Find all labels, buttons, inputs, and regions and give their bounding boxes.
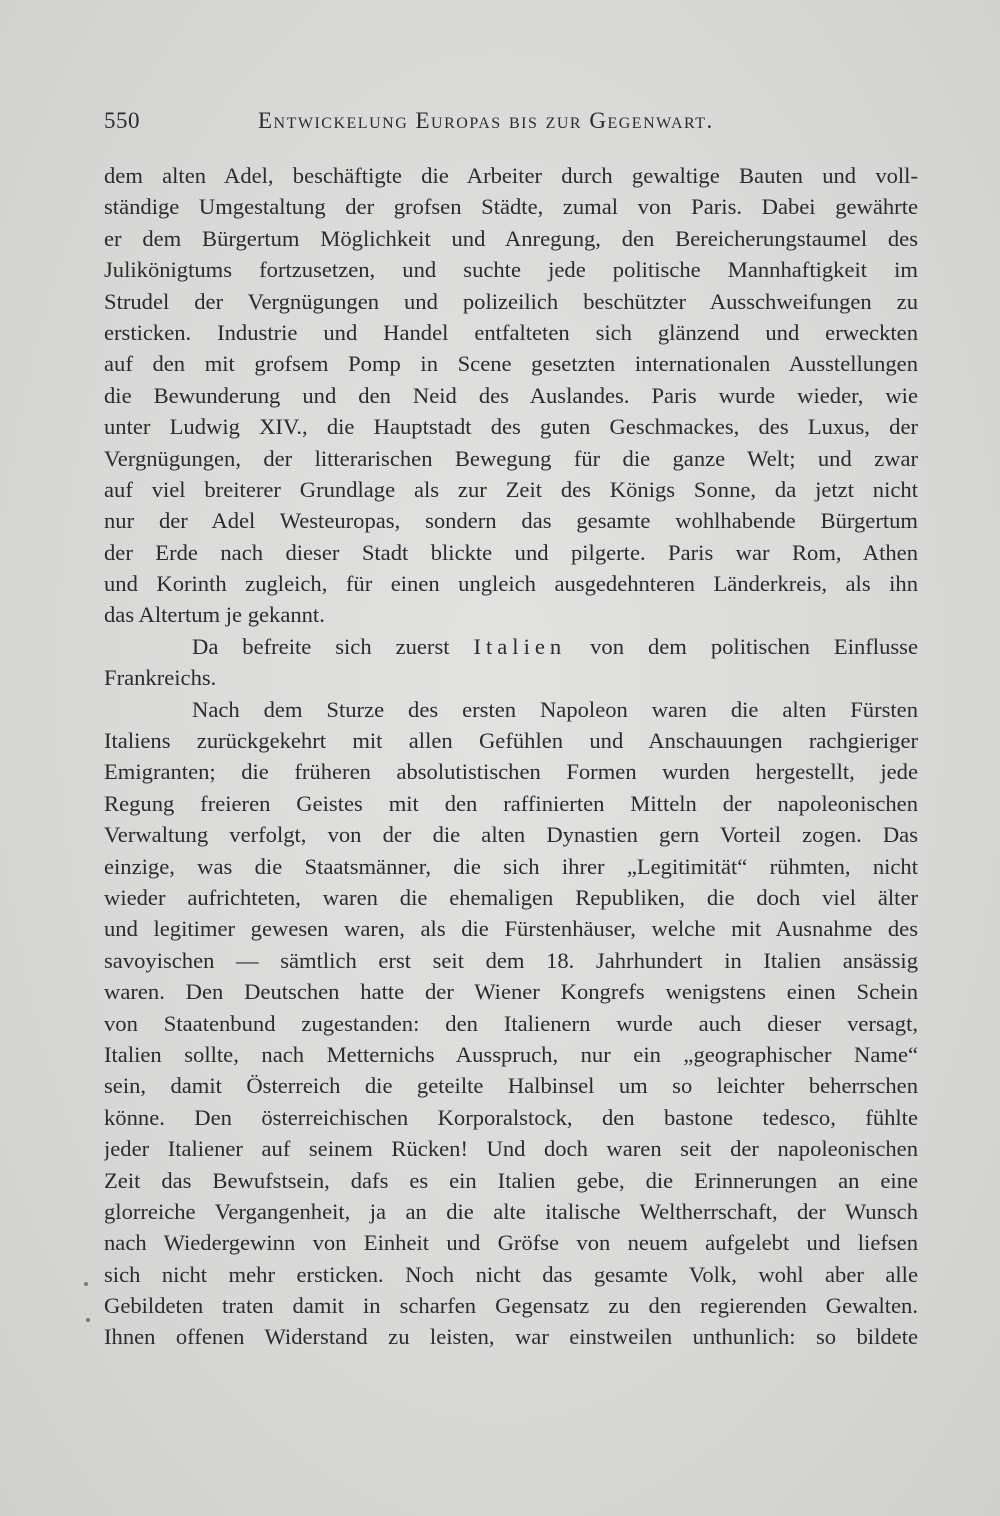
text-line: die Bewunderung und den Neid des Auslandes. Paris wurde wieder, wie <box>104 382 918 408</box>
text-line: sich nicht mehr ersticken. Noch nicht das gesamte Volk, wohl aber alle <box>104 1261 918 1287</box>
text-line: unter Ludwig XIV., die Hauptstadt des guten Geschmackes, des Luxus, der <box>104 414 918 440</box>
text-line: sein, damit Österreich die geteilte Halbinsel um so leichter beherrschen <box>104 1073 918 1099</box>
italien-spaced-word: Italien <box>473 633 567 659</box>
text-line: auf viel breiterer Grundlage als zur Zeit des Königs Sonne, da jetzt nicht <box>104 476 918 502</box>
text-line: Julikönigtums fortzusetzen, und suchte jede politische Mannhaftigkeit im <box>104 257 918 283</box>
text-line: savoyischen — sämtlich erst seit dem 18. Jahrhundert in Italien ansässig <box>104 947 918 973</box>
text-line: Strudel der Vergnügungen und polizeilich beschützter Ausschweifungen zu <box>104 288 918 314</box>
text-line: von Staatenbund zugestanden: den Italienern wurde auch dieser versagt, <box>104 1010 918 1036</box>
text-line: Emigranten; die früheren absolutistischen Formen wurden hergestellt, jede <box>104 759 918 785</box>
text-line: Regung freieren Geistes mit den raffinierten Mitteln der napoleonischen <box>104 790 918 816</box>
page-number: 550 <box>104 108 140 133</box>
print-speck <box>84 1282 88 1286</box>
text-line: Gebildeten traten damit in scharfen Gegensatz zu den regierenden Gewalten. <box>104 1293 918 1319</box>
paragraph-first-line: Nach dem Sturze des ersten Napoleon waren die alten Fürsten <box>192 696 918 722</box>
text-line: nach Wiedergewinn von Einheit und Gröfse von neuem aufgelebt und liefsen <box>104 1230 918 1256</box>
text-line: das Altertum je gekannt. <box>104 602 325 628</box>
text-line: der Erde nach dieser Stadt blickte und pilgerte. Paris war Rom, Athen <box>104 539 918 565</box>
italien-text-after: von dem politischen Einflusse <box>566 633 918 659</box>
text-line: könne. Den österreichischen Korporalstock, den bastone tedesco, fühlte <box>104 1104 918 1130</box>
text-line: waren. Den Deutschen hatte der Wiener Kongrefs wenigstens einen Schein <box>104 979 918 1005</box>
italien-text-before: Da befreite sich zuerst <box>192 633 474 659</box>
body-text <box>104 160 918 1353</box>
text-line: Vergnügungen, der litterarischen Bewegung für die ganze Welt; und zwar <box>104 445 918 471</box>
text-line: ständige Umgestaltung der grofsen Städte, zumal von Paris. Dabei gewährte <box>104 194 918 220</box>
text-line: wieder aufrichteten, waren die ehemaligen Republiken, die doch viel älter <box>104 884 918 910</box>
page-header <box>104 108 918 144</box>
text-line: Italien sollte, nach Metternichs Ausspruch, nur ein „geographischer Name“ <box>104 1041 918 1067</box>
text-line: dem alten Adel, beschäftigte die Arbeiter durch gewaltige Bauten und voll- <box>104 163 918 188</box>
text-line: Verwaltung verfolgt, von der die alten Dynastien gern Vorteil zogen. Das <box>104 822 918 848</box>
print-speck <box>86 1318 90 1322</box>
text-line: Italiens zurückgekehrt mit allen Gefühlen und Anschauungen rachgieriger <box>104 728 918 754</box>
text-line: er dem Bürgertum Möglichkeit und Anregung, den Bereicherungstaumel des <box>104 225 918 251</box>
text-line: jeder Italiener auf seinem Rücken! Und doch waren seit der napoleonischen <box>104 1136 918 1162</box>
text-line: und legitimer gewesen waren, als die Fürstenhäuser, welche mit Ausnahme des <box>104 916 918 942</box>
text-line: und Korinth zugleich, für einen ungleich ausgedehnteren Länderkreis, als ihn <box>104 571 918 597</box>
text-line: Frankreichs. <box>104 665 217 691</box>
italien-paragraph-first-line <box>104 631 918 662</box>
text-line: einzige, was die Staatsmänner, die sich ihrer „Legitimität“ rühmten, nicht <box>104 853 918 879</box>
text-line: ersticken. Industrie und Handel entfalteten sich glänzend und erweckten <box>104 319 918 345</box>
text-line: nur der Adel Westeuropas, sondern das gesamte wohlhabende Bürgertum <box>104 508 918 534</box>
text-line: Ihnen offenen Widerstand zu leisten, war einstweilen unthunlich: so bildete <box>104 1324 918 1350</box>
text-line: Zeit das Bewufstsein, dafs es ein Italien gebe, die Erinnerungen an eine <box>104 1167 918 1193</box>
text-line: glorreiche Vergangenheit, ja an die alte italische Weltherrschaft, der Wunsch <box>104 1198 918 1224</box>
running-head: Entwickelung Europas bis zur Gegenwart. <box>258 108 714 133</box>
text-line: auf den mit grofsem Pomp in Scene gesetzten internationalen Ausstellungen <box>104 351 918 377</box>
